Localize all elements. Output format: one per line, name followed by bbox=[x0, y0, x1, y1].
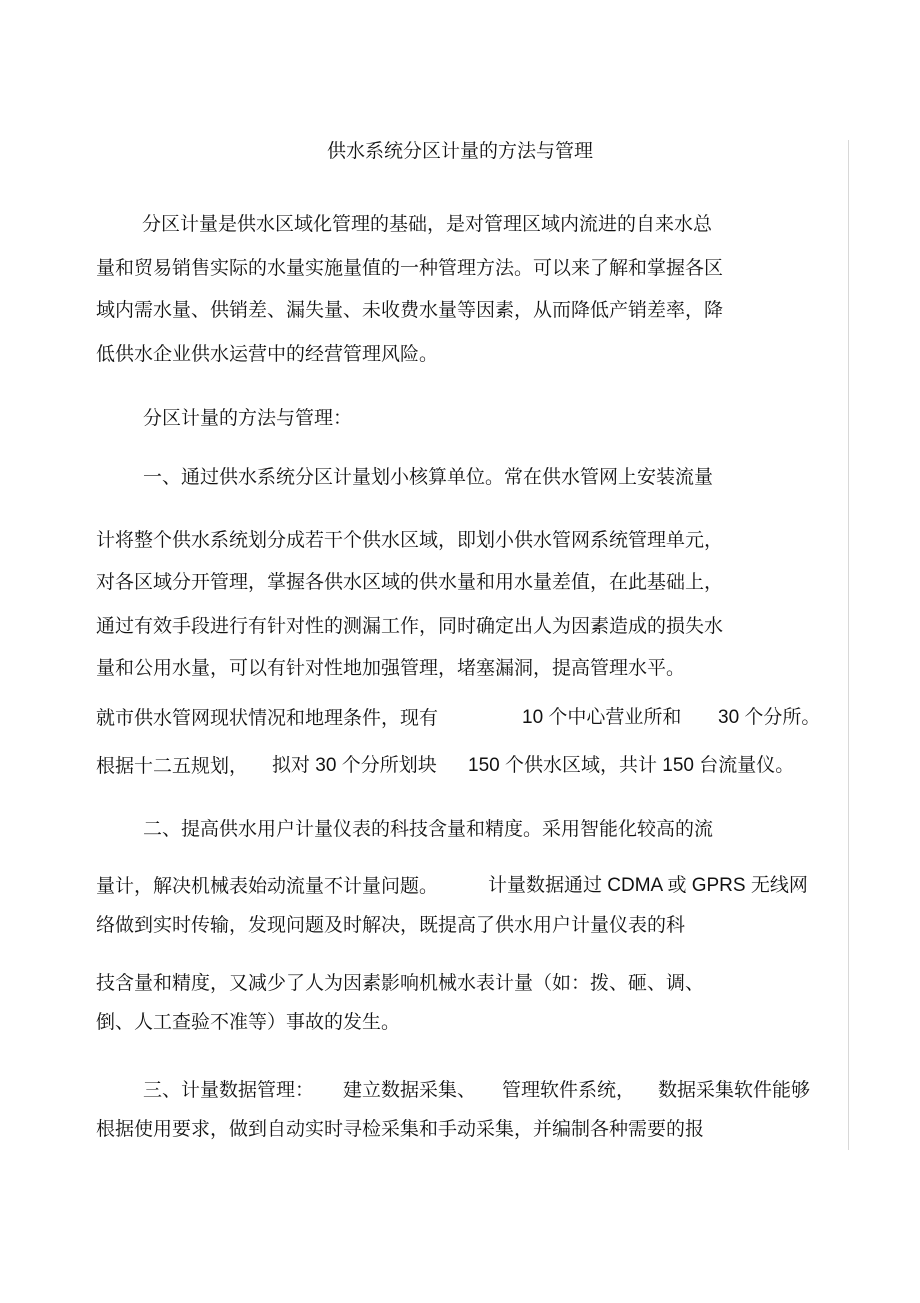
paragraph-fragment: 30 个分所。 bbox=[718, 707, 821, 728]
document-title: 供水系统分区计量的方法与管理 bbox=[326, 140, 593, 162]
paragraph-fragment: 10 个中心营业所和 bbox=[522, 707, 682, 728]
paragraph-line: 量和公用水量，可以有针对性地加强管理，堵塞漏洞，提高管理水平。 bbox=[96, 657, 686, 679]
paragraph-line: 域内需水量、供销差、漏失量、未收费水量等因素，从而降低产销差率，降 bbox=[96, 299, 724, 321]
paragraph-line: 通过有效手段进行有针对性的测漏工作，同时确定出人为因素造成的损失水 bbox=[96, 615, 724, 637]
paragraph-line: 根据十二五规划， bbox=[96, 755, 249, 777]
paragraph-line: 量和贸易销售实际的水量实施量值的一种管理方法。可以来了解和掌握各区 bbox=[96, 257, 724, 279]
paragraph-line: 低供水企业供水运营中的经营管理风险。 bbox=[96, 343, 439, 365]
paragraph-fragment: 拟对 30 个分所划块 bbox=[272, 755, 437, 776]
paragraph-fragment: 计量数据通过 CDMA 或 GPRS 无线网 bbox=[488, 875, 808, 896]
paragraph-line: 分区计量是供水区域化管理的基础，是对管理区域内流进的自来水总 bbox=[142, 213, 713, 235]
paragraph-fragment: 管理软件系统， bbox=[502, 1079, 636, 1101]
paragraph-line: 量计，解决机械表始动流量不计量问题。 bbox=[96, 875, 439, 897]
paragraph-line: 二、提高供水用户计量仪表的科技含量和精度。采用智能化较高的流 bbox=[143, 818, 714, 840]
paragraph-line: 技含量和精度，又减少了人为因素影响机械水表计量（如：拨、砸、调、 bbox=[96, 972, 705, 994]
paragraph-line: 一、通过供水系统分区计量划小核算单位。常在供水管网上安装流量 bbox=[143, 466, 714, 488]
paragraph-fragment: 150 个供水区域，共计 150 台流量仪。 bbox=[468, 755, 795, 776]
section-heading: 分区计量的方法与管理： bbox=[143, 407, 353, 429]
paragraph-fragment: 建立数据采集、 bbox=[343, 1079, 477, 1101]
paragraph-line: 三、计量数据管理： bbox=[143, 1079, 315, 1101]
paragraph-fragment: 数据采集软件能够 bbox=[658, 1079, 811, 1101]
paragraph-line: 根据使用要求，做到自动实时寻检采集和手动采集，并编制各种需要的报 bbox=[96, 1118, 705, 1140]
paragraph-line: 就市供水管网现状情况和地理条件，现有 bbox=[96, 707, 439, 729]
page-edge-line bbox=[848, 140, 849, 1150]
paragraph-line: 倒、人工查验不准等）事故的发生。 bbox=[96, 1011, 401, 1033]
paragraph-line: 络做到实时传输，发现问题及时解决，既提高了供水用户计量仪表的科 bbox=[96, 914, 686, 936]
paragraph-line: 对各区域分开管理，掌握各供水区域的供水量和用水量差值，在此基础上， bbox=[96, 571, 724, 593]
paragraph-line: 计将整个供水系统划分成若干个供水区域，即划小供水管网系统管理单元， bbox=[96, 529, 724, 551]
